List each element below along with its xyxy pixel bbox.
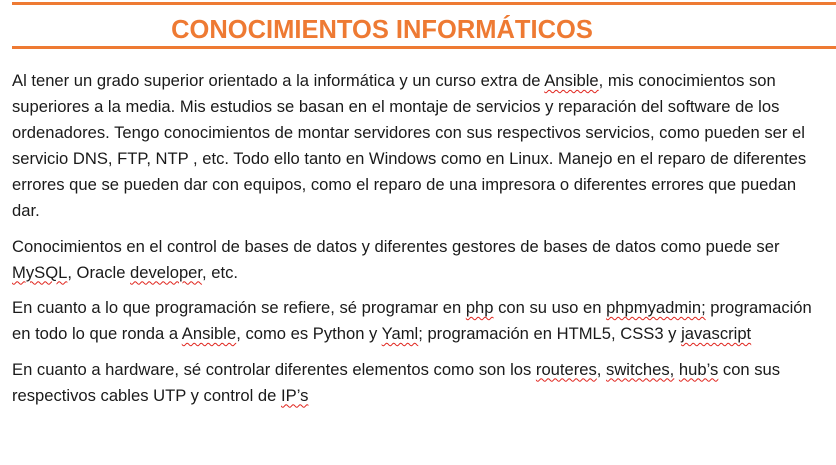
paragraph-background bbox=[12, 68, 828, 224]
text-run: , etc. bbox=[202, 262, 238, 282]
misspelled-word: MySQL bbox=[12, 262, 68, 282]
section-title: CONOCIMIENTOS INFORMÁTICOS bbox=[171, 16, 593, 44]
paragraph-programming bbox=[12, 295, 828, 347]
misspelled-word: Yaml bbox=[381, 324, 419, 343]
misspelled-word: developer bbox=[130, 262, 203, 282]
text-run: , como es Python y bbox=[236, 324, 382, 343]
text-run: Al tener un grado superior orientado a la informática y un curso extra de bbox=[12, 71, 545, 90]
paragraph-hardware bbox=[12, 357, 828, 409]
text-run: En cuanto a lo que programación se refiere, sé programar en bbox=[12, 298, 466, 317]
misspelled-word: javascript bbox=[681, 324, 752, 343]
text-run: con su uso en bbox=[493, 298, 607, 317]
paragraph-databases bbox=[12, 234, 828, 286]
text-run: , mis conocimientos son superiores a la media. Mis estudios se basan en el montaje de servicios y reparación del software de los ordenadores. Tengo conocimientos de montar servidores con sus respectivos servicios, como pueden ser el servicio DNS, FTP, NTP , etc. Todo ello tanto en Windows como en Linux. Manejo en el reparo de diferentes errores que se pueden dar con equipos, como el reparo de una impresora o diferentes errores que puedan dar. bbox=[12, 71, 807, 220]
text-run: En cuanto a hardware, sé controlar diferentes elementos como son los bbox=[12, 359, 536, 379]
misspelled-word: routeres bbox=[535, 359, 597, 379]
misspelled-word: Ansible bbox=[181, 324, 237, 343]
misspelled-word: IP’s bbox=[281, 385, 309, 405]
text-run: , bbox=[596, 359, 607, 379]
text-run: ; programación en HTML5, CSS3 y bbox=[418, 324, 682, 343]
text-run: programación en todo lo que ronda a bbox=[12, 298, 812, 343]
misspelled-word: phpmyadmin; bbox=[606, 298, 706, 317]
text-run: con sus respectivos cables UTP y control de bbox=[12, 359, 781, 405]
title-bottom-rule bbox=[12, 46, 836, 49]
title-top-rule bbox=[12, 2, 836, 5]
text-run: , Oracle bbox=[67, 262, 131, 282]
misspelled-word: php bbox=[465, 298, 494, 317]
misspelled-word: hub’s bbox=[678, 359, 719, 379]
text-run: Conocimientos en el control de bases de datos y diferentes gestores de bases de datos como puede ser bbox=[12, 236, 780, 256]
document-body bbox=[12, 68, 828, 418]
misspelled-word: switches, bbox=[606, 359, 675, 379]
misspelled-word: Ansible bbox=[544, 71, 599, 90]
